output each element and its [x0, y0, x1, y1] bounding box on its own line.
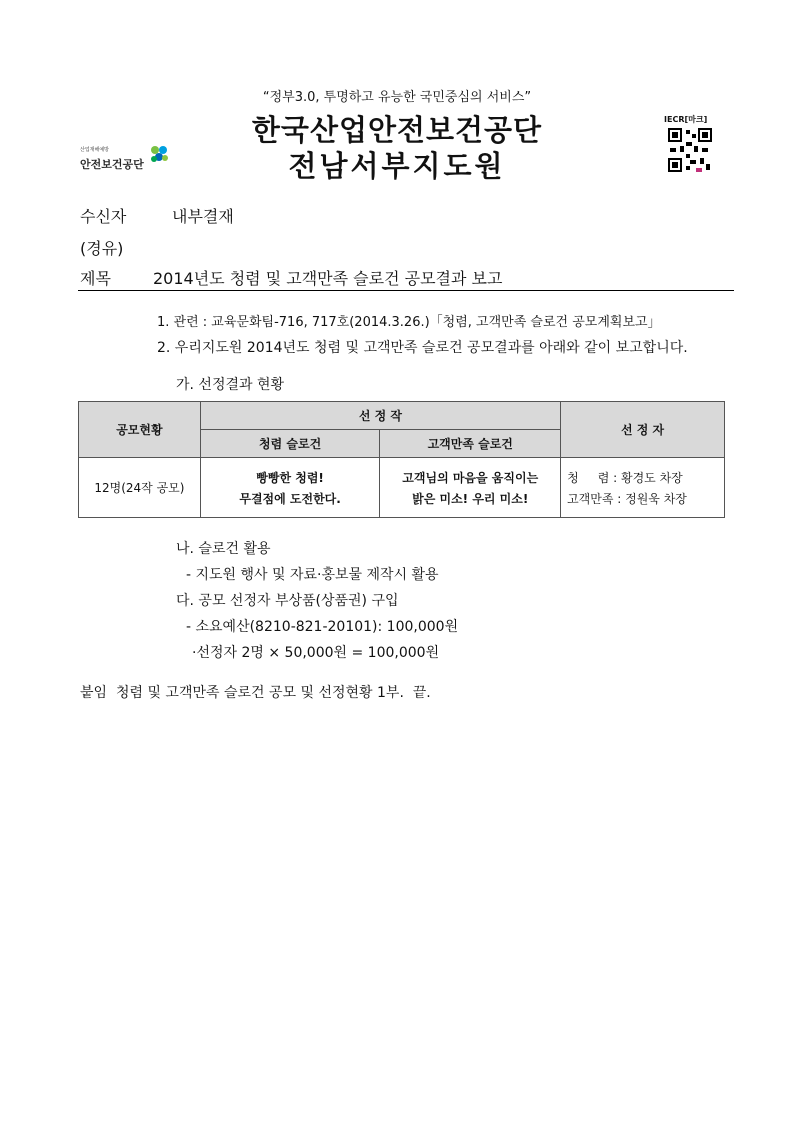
winner-integrity: 청 렴 : 황경도 차장	[567, 470, 683, 485]
satisfaction-slogan-line2: 밝은 미소! 우리 미소!	[412, 491, 529, 506]
section-ga-heading: 가. 선정결과 현황	[176, 377, 285, 393]
qr-code-icon	[666, 126, 714, 174]
logo-emblem-icon	[148, 142, 170, 168]
integrity-slogan-line1: 빵빵한 청렴!	[256, 470, 324, 485]
section-na-detail: - 지도원 행사 및 자료·홍보물 제작시 활용	[186, 567, 439, 583]
header-selected-works: 선 정 작	[200, 402, 560, 430]
cell-winners	[561, 458, 725, 518]
logo-text: 안전보건공단	[80, 158, 144, 171]
header-satisfaction-slogan: 고객만족 슬로건	[380, 430, 561, 458]
section-da-heading: 다. 공모 선정자 부상품(상품권) 구입	[176, 593, 399, 609]
branch-name: 전남서부지도원	[288, 149, 506, 183]
section-da-calculation: ·선정자 2명 × 50,000원 = 100,000원	[192, 645, 440, 661]
selection-result-table	[78, 401, 725, 518]
recipient-value: 내부결재	[172, 207, 234, 226]
cell-satisfaction-slogan	[380, 458, 561, 518]
integrity-slogan-line2: 무결점에 도전한다.	[239, 491, 341, 506]
organization-name: 한국산업안전보건공단	[251, 113, 543, 147]
cell-status: 12명(24작 공모)	[79, 458, 201, 518]
header-winner: 선 정 자	[561, 402, 725, 458]
section-da-budget: - 소요예산(8210-821-20101): 100,000원	[186, 619, 459, 635]
subject-value: 2014년도 청렴 및 고객만족 슬로건 공모결과 보고	[153, 269, 503, 288]
section-na-heading: 나. 슬로건 활용	[176, 541, 271, 557]
logo-tagline: 산업재해예방	[80, 147, 109, 153]
qr-label: IECR[마크]	[664, 115, 708, 124]
attachment-note: 붙임 청렴 및 고객만족 슬로건 공모 및 선정현황 1부. 끝.	[80, 685, 431, 701]
via-label: (경유)	[80, 239, 124, 258]
winner-satisfaction: 고객만족 : 정원욱 차장	[567, 491, 687, 506]
agency-logo	[80, 140, 180, 176]
government-slogan: “정부3.0, 투명하고 유능한 국민중심의 서비스”	[262, 90, 532, 105]
reference-item: 1. 관련 : 교육문화팀-716, 717호(2014.3.26.)「청렴, 고객만족 슬로건 공모계획보고」	[157, 315, 661, 330]
qr-code	[664, 114, 718, 176]
header-divider	[78, 290, 734, 291]
table-row	[79, 458, 725, 518]
satisfaction-slogan-line1: 고객님의 마음을 움직이는	[402, 470, 539, 485]
report-item: 2. 우리지도원 2014년도 청렴 및 고객만족 슬로건 공모결과를 아래와 같이 보고합니다.	[157, 340, 688, 356]
header-integrity-slogan: 청렴 슬로건	[200, 430, 380, 458]
recipient-label: 수신자	[80, 207, 127, 226]
header-status: 공모현황	[79, 402, 201, 458]
cell-integrity-slogan	[200, 458, 380, 518]
subject-label: 제목	[80, 269, 111, 288]
